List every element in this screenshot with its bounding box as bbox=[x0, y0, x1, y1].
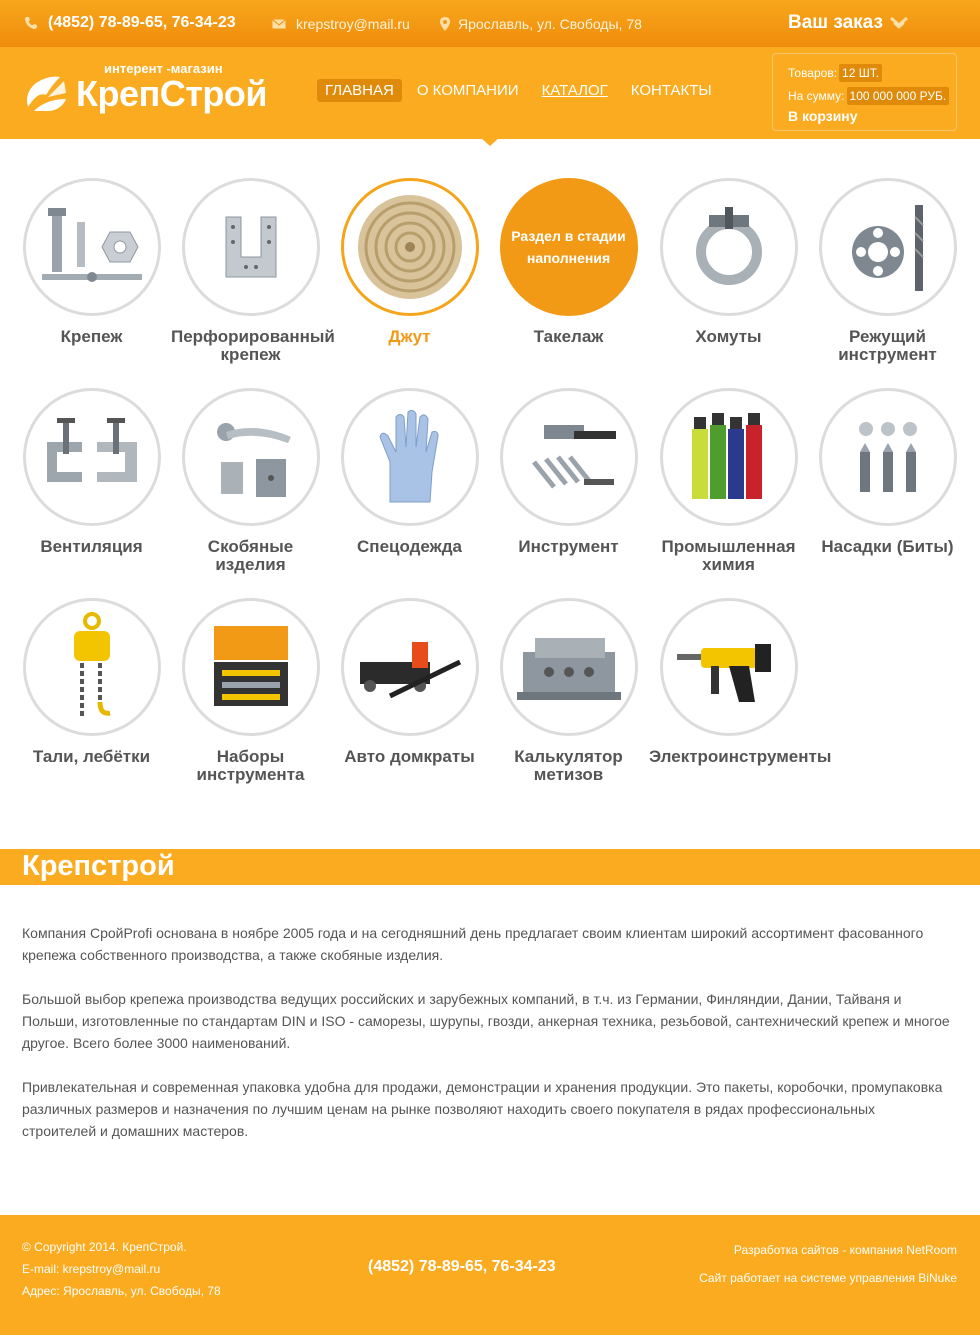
catalog-item-hardware[interactable] bbox=[171, 388, 330, 574]
about-paragraph: Большой выбор крепежа производства ведущих российских и зарубежных компаний, в т.ч. из Германии, Финляндии, Дании, Тайваня и Польши, изготовленные по стандартам DIN и ISO - саморезы, шурупы, гвозди, анкерная техника, резьбовой, сантехнический крепеж и многое другое. Всего более 3000 наименований. bbox=[22, 991, 950, 1051]
catalog-item-clamps[interactable] bbox=[649, 178, 808, 346]
section-header bbox=[0, 849, 980, 885]
hammer-wrenches-image[interactable] bbox=[500, 388, 638, 526]
bolts-image[interactable] bbox=[23, 178, 161, 316]
phone-icon bbox=[24, 16, 38, 30]
catalog-item-fasteners[interactable] bbox=[12, 178, 171, 346]
location-pin-icon bbox=[440, 17, 450, 31]
catalog-item-rigging[interactable] bbox=[489, 178, 648, 346]
catalog-item-ventilation[interactable] bbox=[12, 388, 171, 556]
catalog-item-cutting[interactable] bbox=[808, 178, 967, 364]
catalog-label[interactable]: Хомуты bbox=[695, 327, 762, 346]
nav-contacts[interactable]: КОНТАКТЫ bbox=[630, 82, 712, 99]
about-paragraph: Привлекательная и современная упаковка удобна для продажи, демонстрации и хранения продукции. Это пакеты, коробочки, промупаковка различных размеров и назначения по лучшим ценам на рынке позволяют находить своего покупателя в рядах профессиональных строителей и домашних мастеров. bbox=[22, 1079, 943, 1139]
header bbox=[0, 47, 980, 139]
catalog-item-workwear[interactable] bbox=[330, 388, 489, 556]
footer-cms-link[interactable]: Сайт работает на системе управления BiNuke bbox=[699, 1271, 957, 1285]
catalog-label[interactable]: Джут bbox=[388, 327, 431, 346]
bracket-image[interactable] bbox=[182, 178, 320, 316]
foam-cans-image[interactable] bbox=[660, 388, 798, 526]
catalog-item-bits[interactable] bbox=[808, 388, 967, 556]
top-address bbox=[440, 16, 642, 32]
chevron-down-icon bbox=[889, 16, 909, 30]
top-phone bbox=[24, 14, 236, 32]
beam-clamp-image[interactable] bbox=[23, 388, 161, 526]
rigging-image[interactable] bbox=[500, 178, 638, 316]
jack-image[interactable] bbox=[341, 598, 479, 736]
footer-email[interactable]: E-mail: krepstroy@mail.ru bbox=[22, 1262, 161, 1276]
catalog-item-toolsets[interactable] bbox=[171, 598, 330, 784]
catalog-label[interactable]: Калькулятор метизов bbox=[514, 747, 623, 784]
catalog-label[interactable]: Спецодежда bbox=[357, 537, 462, 556]
tool-case-image[interactable] bbox=[182, 598, 320, 736]
logo-name: КрепСтрой bbox=[76, 73, 267, 114]
section-title: Крепстрой bbox=[22, 850, 175, 882]
catalog-label[interactable]: Крепеж bbox=[60, 327, 123, 346]
nav-about[interactable]: О КОМПАНИИ bbox=[416, 82, 519, 99]
catalog-item-hoists[interactable] bbox=[12, 598, 171, 766]
cart-sum-label: На сумму: bbox=[788, 89, 845, 103]
catalog-label[interactable]: Авто домкраты bbox=[344, 747, 475, 766]
catalog-label[interactable]: Режущий инструмент bbox=[838, 327, 937, 364]
cart-sum-value: 100 000 000 РУБ. bbox=[847, 87, 950, 105]
footer-copyright: © Copyright 2014. КрепСтрой. bbox=[22, 1240, 187, 1254]
about-paragraph: Компания СройProfi основана в ноябре 2005 года и на сегодняшний день предлагает своим клиентам широкий ассортимент фасованного крепежа собственного производства, а также скобяные изделия. bbox=[22, 925, 924, 963]
logo-icon bbox=[22, 71, 68, 113]
order-dropdown[interactable] bbox=[788, 12, 909, 34]
mail-icon bbox=[272, 19, 286, 29]
catalog-label[interactable]: Электроинструменты bbox=[649, 747, 832, 766]
order-label[interactable]: Ваш заказ bbox=[788, 12, 883, 33]
catalog-item-jute[interactable] bbox=[330, 178, 489, 346]
calculator-image[interactable] bbox=[500, 598, 638, 736]
top-email[interactable] bbox=[272, 16, 410, 32]
catalog-item-power-tools[interactable] bbox=[649, 598, 832, 766]
catalog-label[interactable]: Наборы инструмента bbox=[196, 747, 305, 784]
cart-sum-row bbox=[788, 87, 949, 105]
footer-dev-link[interactable]: Разработка сайтов - компания NetRoom bbox=[733, 1243, 957, 1257]
catalog-label[interactable]: Такелаж bbox=[533, 327, 604, 346]
top-bar bbox=[0, 0, 980, 47]
about-text bbox=[22, 922, 952, 1164]
top-phone-text: (4852) 78-89-65, 76-34-23 bbox=[48, 14, 236, 31]
chain-hoist-image[interactable] bbox=[23, 598, 161, 736]
catalog-label[interactable]: Инструмент bbox=[518, 537, 619, 556]
top-email-text[interactable]: krepstroy@mail.ru bbox=[296, 16, 410, 32]
catalog-label[interactable]: Вентиляция bbox=[40, 537, 143, 556]
cart-items-row bbox=[788, 64, 882, 82]
footer-phone: (4852) 78-89-65, 76-34-23 bbox=[368, 1258, 556, 1275]
clamp-image[interactable] bbox=[660, 178, 798, 316]
logo-subtitle: интерент -магазин bbox=[104, 61, 223, 76]
nav-catalog[interactable]: КАТАЛОГ bbox=[541, 82, 608, 99]
footer-info bbox=[22, 1236, 221, 1302]
catalog-item-chemicals[interactable] bbox=[649, 388, 808, 574]
catalog-item-tools[interactable] bbox=[489, 388, 648, 556]
drill-image[interactable] bbox=[660, 598, 798, 736]
jute-rope-image[interactable] bbox=[341, 178, 479, 316]
catalog-item-perforated[interactable] bbox=[171, 178, 335, 364]
gloves-image[interactable] bbox=[341, 388, 479, 526]
catalog-label[interactable]: Скобяные изделия bbox=[207, 537, 294, 574]
footer bbox=[0, 1215, 980, 1335]
nav-home[interactable]: ГЛАВНАЯ bbox=[317, 79, 402, 102]
cart-widget bbox=[772, 53, 957, 131]
cart-items-value: 12 ШТ. bbox=[839, 64, 882, 82]
catalog-label[interactable]: Тали, лебётки bbox=[32, 747, 151, 766]
top-address-text: Ярославль, ул. Свободы, 78 bbox=[458, 16, 642, 32]
catalog-label[interactable]: Насадки (Биты) bbox=[821, 537, 954, 556]
footer-credits bbox=[699, 1236, 957, 1292]
catalog-item-jacks[interactable] bbox=[330, 598, 489, 766]
bits-image[interactable] bbox=[819, 388, 957, 526]
catalog-label[interactable]: Перфорированный крепеж bbox=[171, 327, 335, 364]
catalog-item-calculator[interactable] bbox=[489, 598, 648, 784]
main-nav bbox=[317, 79, 727, 102]
door-handle-image[interactable] bbox=[182, 388, 320, 526]
die-drill-image[interactable] bbox=[819, 178, 957, 316]
catalog-label[interactable]: Промышленная химия bbox=[661, 537, 796, 574]
footer-address: Адрес: Ярославль, ул. Свободы, 78 bbox=[22, 1284, 221, 1298]
cart-items-label: Товаров: bbox=[788, 66, 838, 80]
nav-pointer bbox=[480, 137, 500, 146]
wip-overlay-text: Раздел в стадии наполнения bbox=[511, 228, 626, 266]
cart-link[interactable]: В корзину bbox=[788, 108, 858, 124]
